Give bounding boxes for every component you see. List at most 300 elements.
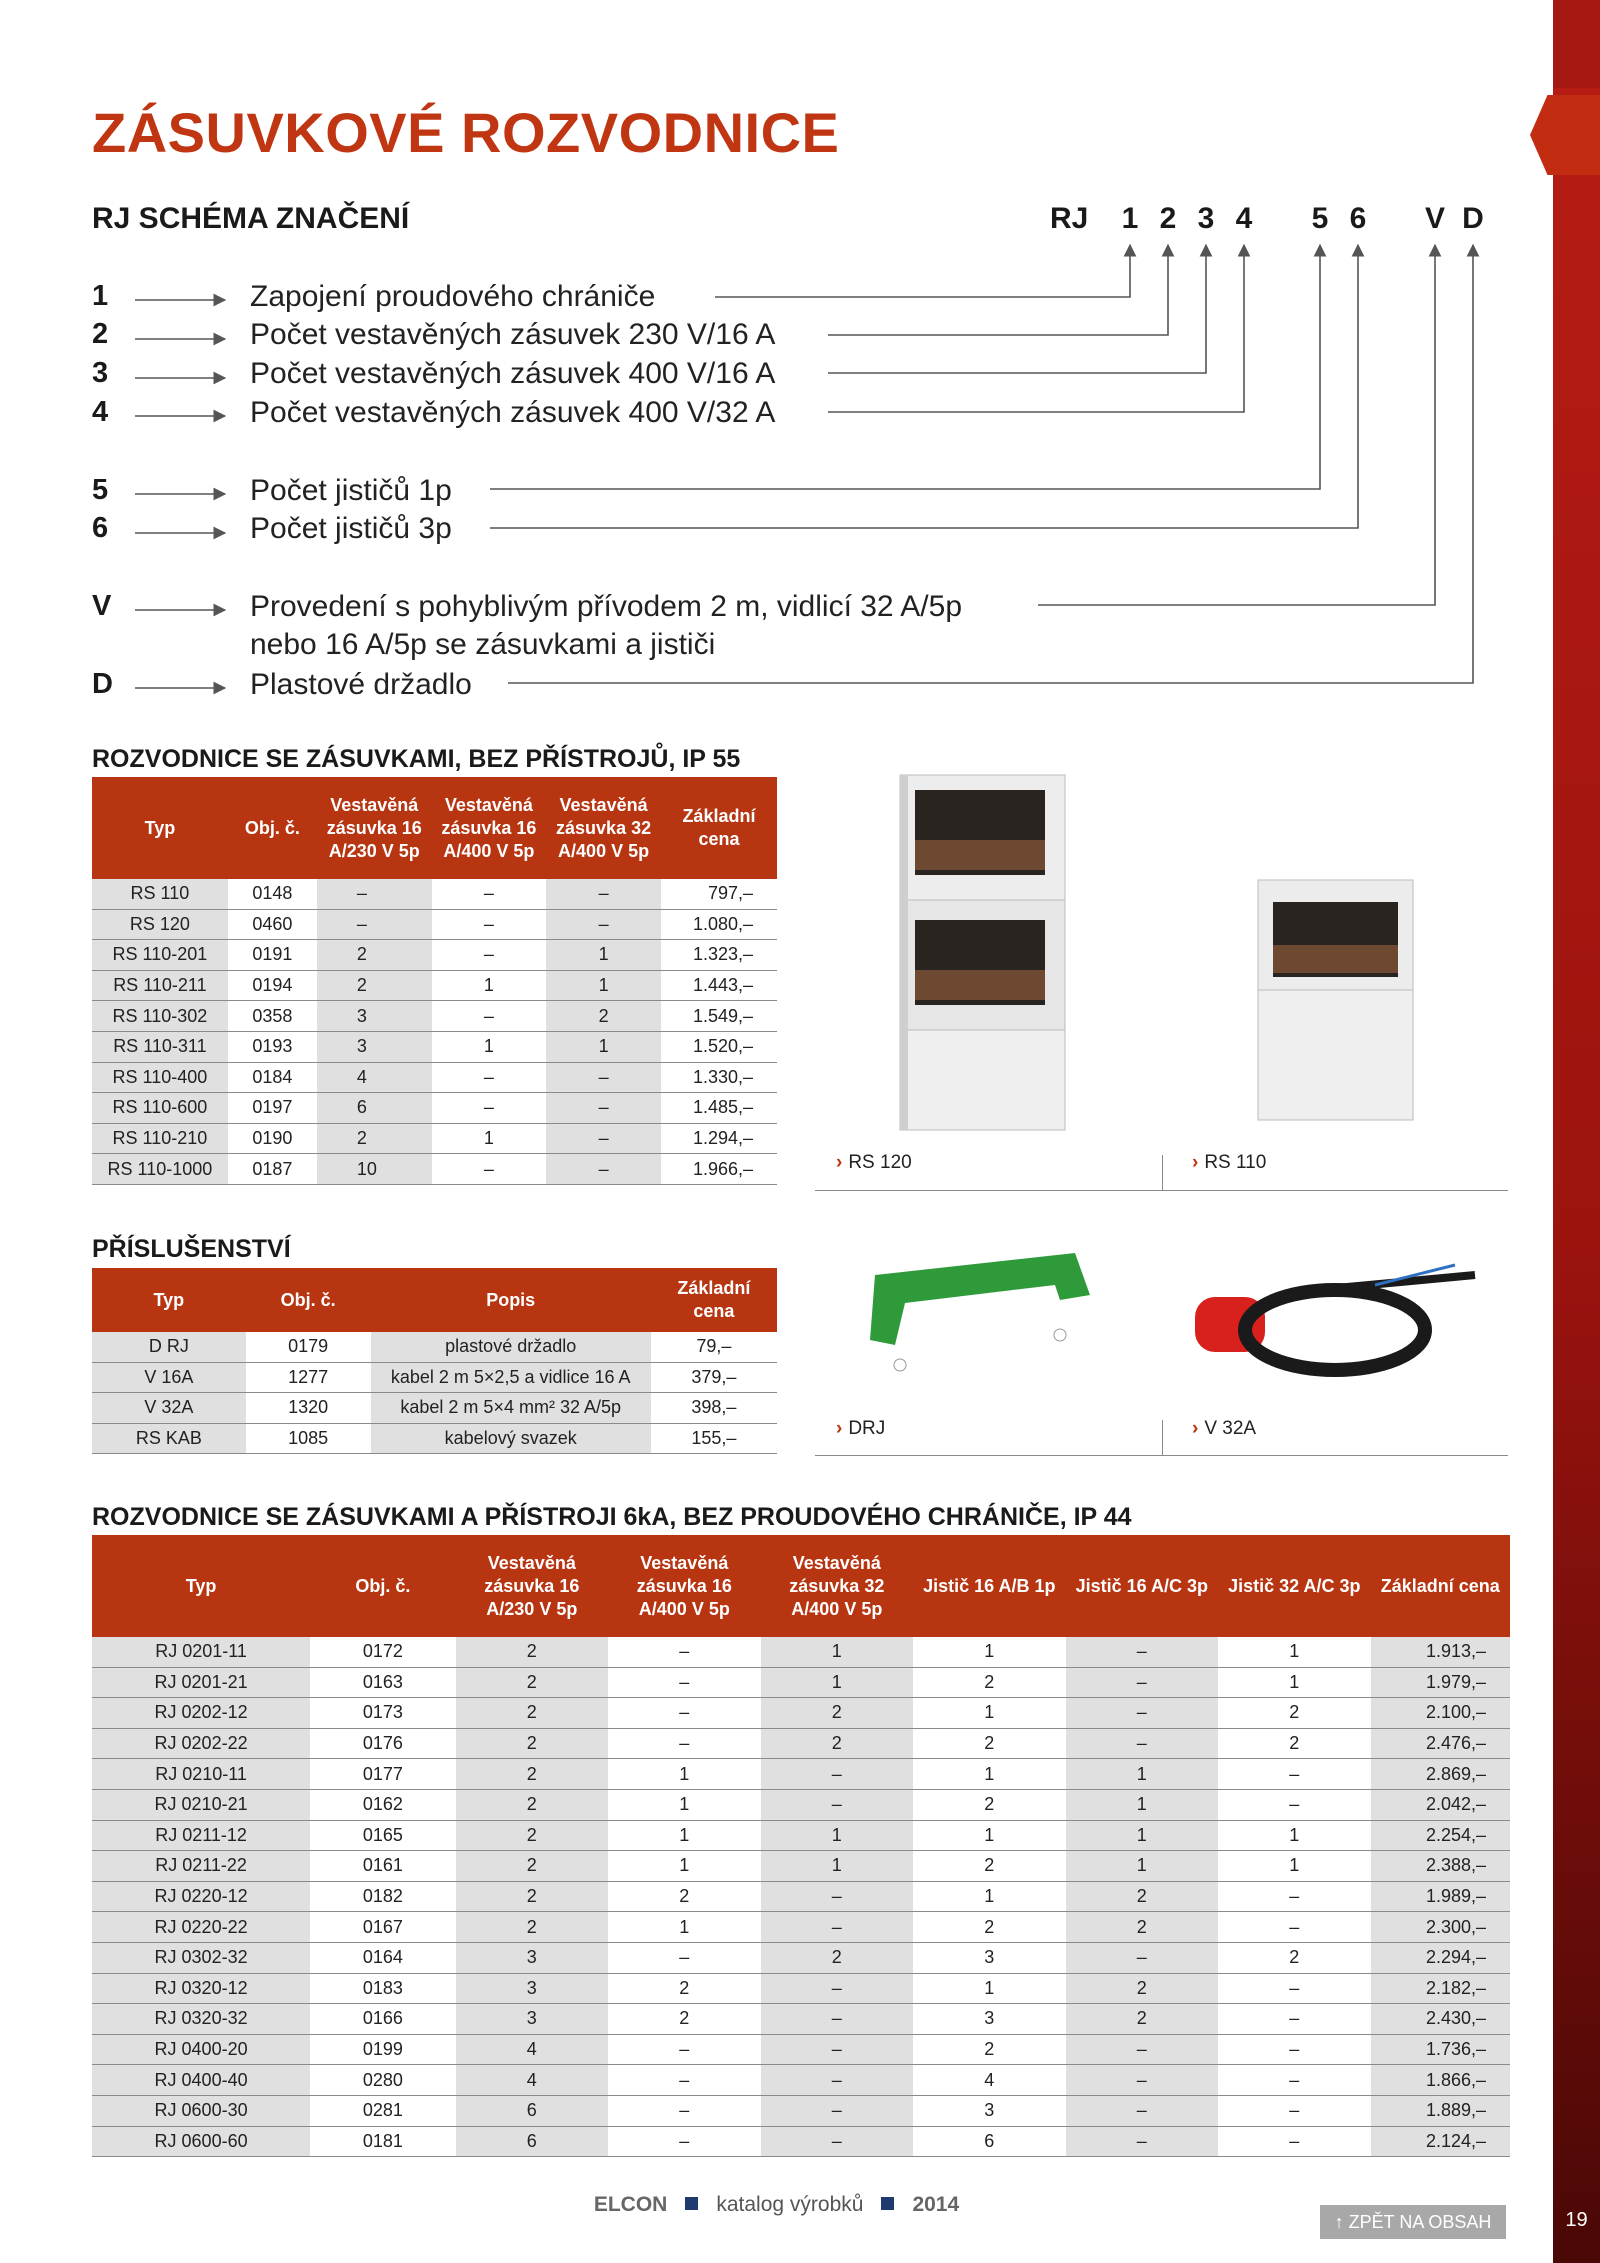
table-cell: 79,– — [651, 1332, 777, 1362]
table-cell: 2.476,– — [1371, 1728, 1510, 1759]
table-cell: 2 — [913, 1912, 1066, 1943]
table-row — [92, 1062, 777, 1093]
table-row — [92, 2034, 1510, 2065]
table-cell: 1 — [608, 1912, 761, 1943]
table-cell: 0191 — [228, 940, 317, 971]
table-cell: 2 — [1066, 2004, 1219, 2035]
table-cell: 2.124,– — [1371, 2126, 1510, 2157]
table-row — [92, 1123, 777, 1154]
table3-header-typ: Typ — [92, 1535, 310, 1637]
table-cell: RJ 0400-20 — [92, 2034, 310, 2065]
table3-header-jistic-1p: Jistič 16 A/B 1p — [913, 1535, 1066, 1637]
legend-text-6: Počet jističů 3p — [250, 512, 452, 545]
table-cell: 2.182,– — [1371, 1973, 1510, 2004]
product-photos-cabinets — [815, 770, 1515, 1140]
table-cell: – — [1066, 1942, 1219, 1973]
table-cell: 1 — [546, 940, 661, 971]
table-cell: – — [1066, 1698, 1219, 1729]
table-cell: 2 — [1218, 1942, 1371, 1973]
table-cell: RJ 0201-11 — [92, 1637, 310, 1667]
table-row — [92, 1332, 777, 1362]
table-cell: 2 — [317, 1123, 432, 1154]
table-cell: 0358 — [228, 1001, 317, 1032]
table-cell: 2 — [456, 1912, 609, 1943]
table-row — [92, 1393, 777, 1424]
table-row — [92, 1362, 777, 1393]
table-cell: – — [546, 1062, 661, 1093]
table-cell: – — [761, 1789, 914, 1820]
table-cell: 0161 — [310, 1851, 455, 1882]
table-cell: – — [761, 2095, 914, 2126]
rs120-photo — [900, 775, 1065, 1130]
legend-key-6: 6 — [92, 512, 109, 544]
table-row — [92, 1728, 1510, 1759]
table-cell: 0280 — [310, 2065, 455, 2096]
table-cell: 1.989,– — [1371, 1881, 1510, 1912]
table-cell: RS 110-600 — [92, 1093, 228, 1124]
legend-text-4: Počet vestavěných zásuvek 400 V/32 A — [250, 396, 776, 429]
code-5: 5 — [1311, 202, 1329, 235]
back-to-contents-button[interactable]: ↑ ZPĚT NA OBSAH — [1320, 2205, 1506, 2239]
table1-header-z230: Vestavěná zásuvka 16 A/230 V 5p — [317, 777, 432, 879]
table3 — [92, 1535, 1510, 2157]
footer-catalog: katalog výrobků — [716, 2193, 864, 2216]
table-cell: 2 — [1218, 1728, 1371, 1759]
table-cell: 0148 — [228, 879, 317, 909]
table-cell: 2 — [913, 1728, 1066, 1759]
table-cell: 2 — [608, 1881, 761, 1912]
table-cell: RJ 0211-22 — [92, 1851, 310, 1882]
table-cell: RJ 0211-12 — [92, 1820, 310, 1851]
table-cell: kabelový svazek — [371, 1423, 651, 1454]
table-cell: 0176 — [310, 1728, 455, 1759]
table-cell: – — [761, 2065, 914, 2096]
table3-header-obj: Obj. č. — [310, 1535, 455, 1637]
table-row — [92, 1881, 1510, 1912]
table-cell: – — [761, 2034, 914, 2065]
table-cell: 1 — [913, 1973, 1066, 2004]
caption-drj — [836, 1418, 885, 1440]
table-cell: 0177 — [310, 1759, 455, 1790]
table-cell: RJ 0320-12 — [92, 1973, 310, 2004]
table-cell: – — [1218, 2034, 1371, 2065]
table-cell: 10 — [317, 1154, 432, 1185]
table-cell: RS 110-201 — [92, 940, 228, 971]
table-cell: 1 — [1218, 1851, 1371, 1882]
legend-text-5: Počet jističů 1p — [250, 474, 452, 507]
table-cell: – — [608, 2095, 761, 2126]
caption-rs120-label: RS 120 — [848, 1152, 912, 1173]
table-cell: 2 — [1066, 1912, 1219, 1943]
table-cell: 2.388,– — [1371, 1851, 1510, 1882]
table-cell: – — [1066, 1637, 1219, 1667]
table-cell: 6 — [456, 2095, 609, 2126]
table-cell: RJ 0600-60 — [92, 2126, 310, 2157]
code-rj: RJ — [1050, 202, 1089, 235]
table-cell: 398,– — [651, 1393, 777, 1424]
table-cell: RJ 0220-22 — [92, 1912, 310, 1943]
table-cell: 1.520,– — [661, 1031, 777, 1062]
table-cell: RJ 0600-30 — [92, 2095, 310, 2126]
table-cell: – — [432, 1154, 547, 1185]
table-row — [92, 1667, 1510, 1698]
table-cell: 1.736,– — [1371, 2034, 1510, 2065]
table-cell: 2 — [913, 1851, 1066, 1882]
table1 — [92, 777, 777, 1185]
table-cell: 2 — [913, 1667, 1066, 1698]
table-cell: 2 — [761, 1942, 914, 1973]
table-cell: 4 — [456, 2065, 609, 2096]
table-cell: 1 — [432, 970, 547, 1001]
table-cell: RJ 0220-12 — [92, 1881, 310, 1912]
table-cell: – — [761, 2126, 914, 2157]
table-cell: – — [608, 2065, 761, 2096]
rs110-photo — [1258, 880, 1413, 1120]
table-row — [92, 1093, 777, 1124]
table-cell: 1 — [546, 1031, 661, 1062]
table-cell: 379,– — [651, 1362, 777, 1393]
caption-divider — [815, 1190, 1508, 1191]
caption-v32a — [1192, 1418, 1256, 1440]
table-cell: – — [1218, 2095, 1371, 2126]
table-cell: 6 — [317, 1093, 432, 1124]
table-cell: 1 — [1066, 1789, 1219, 1820]
table-cell: 4 — [913, 2065, 1066, 2096]
table1-header-z400-16: Vestavěná zásuvka 16 A/400 V 5p — [432, 777, 547, 879]
chevron-right-icon: › — [836, 1152, 843, 1173]
footer-square-icon — [881, 2197, 894, 2210]
table-cell: 3 — [456, 2004, 609, 2035]
table-cell: RJ 0210-11 — [92, 1759, 310, 1790]
footer-year: 2014 — [912, 2193, 960, 2216]
caption-rs110 — [1192, 1152, 1266, 1174]
table-cell: 0194 — [228, 970, 317, 1001]
table-cell: 1.979,– — [1371, 1667, 1510, 1698]
table3-header-jistic-16-3p: Jistič 16 A/C 3p — [1066, 1535, 1219, 1637]
table-cell: 4 — [456, 2034, 609, 2065]
table-cell: 2 — [456, 1789, 609, 1820]
table-cell: 0187 — [228, 1154, 317, 1185]
table-cell: – — [608, 1942, 761, 1973]
caption-vdivider — [1162, 1155, 1163, 1190]
table2-header-typ: Typ — [92, 1268, 246, 1332]
table-cell: 1.443,– — [661, 970, 777, 1001]
code-4: 4 — [1235, 202, 1253, 235]
table-row — [92, 1912, 1510, 1943]
table-row — [92, 2004, 1510, 2035]
table-cell: 3 — [913, 2004, 1066, 2035]
table-cell: 1 — [913, 1820, 1066, 1851]
table-cell: 2.100,– — [1371, 1698, 1510, 1729]
table-cell: 1 — [913, 1637, 1066, 1667]
table-cell: 6 — [913, 2126, 1066, 2157]
table-cell: – — [546, 1093, 661, 1124]
table-cell: 1 — [761, 1667, 914, 1698]
table-cell: 0183 — [310, 1973, 455, 2004]
footer-brand: ELCON — [593, 2193, 668, 2216]
caption-v32a-label: V 32A — [1204, 1418, 1257, 1439]
table-cell: 1 — [1218, 1667, 1371, 1698]
table2 — [92, 1268, 777, 1454]
code-1: 1 — [1121, 202, 1139, 235]
legend-text-2: Počet vestavěných zásuvek 230 V/16 A — [250, 318, 776, 351]
table-cell: 2 — [546, 1001, 661, 1032]
caption-rs110-label: RS 110 — [1204, 1152, 1267, 1173]
table-cell: 0167 — [310, 1912, 455, 1943]
legend-key-d: D — [92, 668, 113, 700]
drj-photo — [870, 1253, 1090, 1371]
table-row — [92, 1154, 777, 1185]
code-d: D — [1462, 202, 1484, 235]
chevron-right-icon: › — [1192, 1152, 1199, 1173]
legend-key-1: 1 — [92, 280, 109, 312]
table-cell: 0193 — [228, 1031, 317, 1062]
table-row — [92, 1698, 1510, 1729]
table-cell: 1277 — [246, 1362, 371, 1393]
table-cell: – — [317, 909, 432, 940]
table-cell: – — [1218, 2126, 1371, 2157]
table3-title: ROZVODNICE SE ZÁSUVKAMI A PŘÍSTROJI 6kA, BEZ PROUDOVÉHO CHRÁNIČE, IP 44 — [92, 1503, 1132, 1531]
table-cell: RJ 0201-21 — [92, 1667, 310, 1698]
table-cell: 2 — [456, 1637, 609, 1667]
table-cell: 2.300,– — [1371, 1912, 1510, 1943]
table-cell: 2 — [608, 1973, 761, 2004]
table3-header-z230: Vestavěná zásuvka 16 A/230 V 5p — [456, 1535, 609, 1637]
table-cell: 2 — [1066, 1881, 1219, 1912]
table-cell: 0184 — [228, 1062, 317, 1093]
table-cell: – — [1066, 2065, 1219, 2096]
table-row — [92, 1851, 1510, 1882]
table-cell: 0173 — [310, 1698, 455, 1729]
footer-square-icon — [685, 2197, 698, 2210]
table-cell: – — [608, 1637, 761, 1667]
schema-title: RJ SCHÉMA ZNAČENÍ — [92, 202, 410, 235]
v32a-photo — [1195, 1265, 1475, 1370]
table-cell: 0179 — [246, 1332, 371, 1362]
table-cell: – — [761, 2004, 914, 2035]
table-cell: 2 — [456, 1820, 609, 1851]
table-cell: 1085 — [246, 1423, 371, 1454]
table-cell: RS 110-210 — [92, 1123, 228, 1154]
table-cell: 2 — [456, 1698, 609, 1729]
table2-body — [92, 1332, 777, 1454]
table-row — [92, 2065, 1510, 2096]
table-cell: 3 — [317, 1001, 432, 1032]
table-cell: 1.323,– — [661, 940, 777, 971]
table-cell: plastové držadlo — [371, 1332, 651, 1362]
table-cell: – — [761, 1912, 914, 1943]
table3-header-z400-32: Vestavěná zásuvka 32 A/400 V 5p — [761, 1535, 914, 1637]
legend-text-v: Provedení s pohyblivým přívodem 2 m, vidlicí 32 A/5p — [250, 590, 963, 623]
table-row — [92, 1759, 1510, 1790]
table-cell: 1 — [608, 1851, 761, 1882]
table-cell: 2 — [456, 1851, 609, 1882]
table2-header-cena: Základní cena — [651, 1268, 777, 1332]
table-row — [92, 940, 777, 971]
table-cell: 2 — [913, 2034, 1066, 2065]
table-cell: – — [761, 1759, 914, 1790]
table-cell: 2 — [761, 1698, 914, 1729]
table-cell: RS 110-311 — [92, 1031, 228, 1062]
table-cell: – — [546, 909, 661, 940]
table-cell: – — [761, 1881, 914, 1912]
table-cell: 2.294,– — [1371, 1942, 1510, 1973]
table-cell: 3 — [456, 1973, 609, 2004]
table-cell: 2 — [317, 940, 432, 971]
table-cell: 1 — [761, 1637, 914, 1667]
caption-rs120 — [836, 1152, 912, 1174]
table-row — [92, 1789, 1510, 1820]
table-cell: 1 — [913, 1698, 1066, 1729]
table-cell: 1.485,– — [661, 1093, 777, 1124]
table-cell: 0281 — [310, 2095, 455, 2126]
table3-header-jistic-32-3p: Jistič 32 A/C 3p — [1218, 1535, 1371, 1637]
code-6: 6 — [1349, 202, 1367, 235]
table-cell: 1320 — [246, 1393, 371, 1424]
chevron-right-icon: › — [1192, 1418, 1199, 1439]
table-cell: – — [1066, 2034, 1219, 2065]
table-cell: 2.042,– — [1371, 1789, 1510, 1820]
table-cell: 2.869,– — [1371, 1759, 1510, 1790]
chevron-right-icon: › — [836, 1418, 843, 1439]
table-cell: 1.080,– — [661, 909, 777, 940]
table-cell: – — [608, 1728, 761, 1759]
table-cell: – — [546, 879, 661, 909]
table-cell: 1 — [1066, 1851, 1219, 1882]
table1-body — [92, 879, 777, 1184]
table1-title: ROZVODNICE SE ZÁSUVKAMI, BEZ PŘÍSTROJŮ, IP 55 — [92, 745, 741, 773]
table-cell: 2 — [456, 1728, 609, 1759]
table-cell: – — [1218, 2004, 1371, 2035]
table-cell: – — [1066, 1728, 1219, 1759]
table-cell: RS 110-1000 — [92, 1154, 228, 1185]
table-cell: 1 — [608, 1789, 761, 1820]
table-row — [92, 1001, 777, 1032]
table-cell: 1 — [761, 1820, 914, 1851]
table-row — [92, 1942, 1510, 1973]
table-cell: RJ 0302-32 — [92, 1942, 310, 1973]
table-cell: 2.254,– — [1371, 1820, 1510, 1851]
table-cell: 3 — [317, 1031, 432, 1062]
table-cell: 0199 — [310, 2034, 455, 2065]
caption-drj-label: DRJ — [848, 1418, 886, 1439]
table-cell: 797,– — [661, 879, 777, 909]
table-cell: – — [432, 1093, 547, 1124]
table-cell: 0164 — [310, 1942, 455, 1973]
table1-header-cena: Základní cena — [661, 777, 777, 879]
table-cell: 0163 — [310, 1667, 455, 1698]
table-cell: 2 — [1218, 1698, 1371, 1729]
table1-header-typ: Typ — [92, 777, 228, 879]
table-cell: 0181 — [310, 2126, 455, 2157]
table-cell: – — [432, 879, 547, 909]
table-cell: 1 — [1218, 1820, 1371, 1851]
legend-key-v: V — [92, 590, 112, 622]
table-cell: 3 — [913, 1942, 1066, 1973]
table-cell: RS 110 — [92, 879, 228, 909]
table-cell: RS 110-302 — [92, 1001, 228, 1032]
table-row — [92, 970, 777, 1001]
table-cell: 1.913,– — [1371, 1637, 1510, 1667]
legend-text-3: Počet vestavěných zásuvek 400 V/16 A — [250, 357, 776, 390]
table-cell: – — [1218, 1759, 1371, 1790]
table-cell: 1.966,– — [661, 1154, 777, 1185]
table-cell: D RJ — [92, 1332, 246, 1362]
table-cell: 4 — [317, 1062, 432, 1093]
table-cell: – — [1066, 2095, 1219, 2126]
table-cell: RJ 0210-21 — [92, 1789, 310, 1820]
table-cell: RJ 0202-12 — [92, 1698, 310, 1729]
table-cell: – — [432, 909, 547, 940]
page-title: ZÁSUVKOVÉ ROZVODNICE — [92, 101, 840, 164]
code-2: 2 — [1159, 202, 1177, 235]
table-cell: – — [546, 1154, 661, 1185]
table-cell: – — [1218, 2065, 1371, 2096]
table-cell: 2.430,– — [1371, 2004, 1510, 2035]
table-cell: – — [1218, 1973, 1371, 2004]
table-cell: – — [761, 1973, 914, 2004]
table3-header-cena: Základní cena — [1371, 1535, 1510, 1637]
table-cell: 2 — [913, 1789, 1066, 1820]
table-row — [92, 1820, 1510, 1851]
table-cell: 0190 — [228, 1123, 317, 1154]
table-cell: 1 — [432, 1123, 547, 1154]
table-cell: RJ 0202-22 — [92, 1728, 310, 1759]
table-cell: – — [608, 2126, 761, 2157]
table-cell: 2 — [761, 1728, 914, 1759]
table-cell: 0166 — [310, 2004, 455, 2035]
table-cell: RJ 0320-32 — [92, 2004, 310, 2035]
table1-header-z400-32: Vestavěná zásuvka 32 A/400 V 5p — [546, 777, 661, 879]
legend-text-1: Zapojení proudového chrániče — [250, 280, 656, 313]
legend-key-4: 4 — [92, 396, 109, 428]
table-cell: 2 — [608, 2004, 761, 2035]
table-cell: 1 — [913, 1881, 1066, 1912]
table-cell: 0197 — [228, 1093, 317, 1124]
table-cell: – — [1066, 1667, 1219, 1698]
table-cell: 3 — [456, 1942, 609, 1973]
table-cell: 2 — [456, 1881, 609, 1912]
table-cell: 1 — [608, 1759, 761, 1790]
table-row — [92, 2095, 1510, 2126]
page-sidebar — [1553, 0, 1600, 2263]
sidebar-top-block — [1553, 0, 1600, 88]
table-cell: 2 — [456, 1667, 609, 1698]
table-cell: 0165 — [310, 1820, 455, 1851]
table-cell: RJ 0400-40 — [92, 2065, 310, 2096]
table-cell: 1 — [432, 1031, 547, 1062]
table-cell: 0162 — [310, 1789, 455, 1820]
table-cell: 1.294,– — [661, 1123, 777, 1154]
table-cell: – — [1066, 2126, 1219, 2157]
table-row — [92, 909, 777, 940]
table-row — [92, 1973, 1510, 2004]
legend-key-5: 5 — [92, 474, 109, 506]
table-cell: 1 — [1066, 1820, 1219, 1851]
caption-vdivider-2 — [1162, 1420, 1163, 1455]
table-cell: kabel 2 m 5×2,5 a vidlice 16 A — [371, 1362, 651, 1393]
table3-header-z400-16: Vestavěná zásuvka 16 A/400 V 5p — [608, 1535, 761, 1637]
table-cell: – — [432, 1062, 547, 1093]
table-cell: 1 — [913, 1759, 1066, 1790]
table-cell: 2 — [456, 1759, 609, 1790]
page-number: 19 — [1565, 2209, 1588, 2231]
table-cell: 0460 — [228, 909, 317, 940]
table-cell: 1.549,– — [661, 1001, 777, 1032]
table-cell: – — [1218, 1912, 1371, 1943]
legend-key-2: 2 — [92, 318, 109, 350]
table-cell: – — [432, 1001, 547, 1032]
